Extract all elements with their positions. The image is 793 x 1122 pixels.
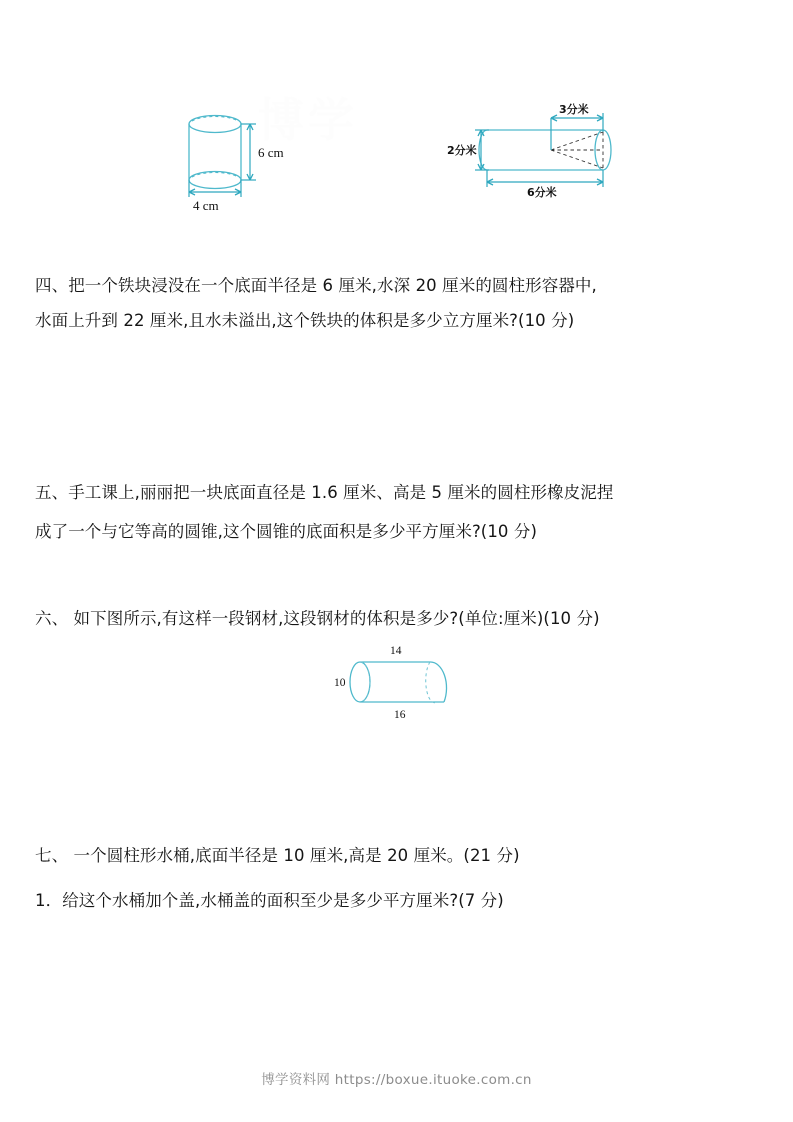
cylinder-diameter-label: 4 cm xyxy=(193,198,219,213)
cylinder-diameter-dm-label: 2分米 xyxy=(447,144,477,157)
slant-cut-cylinder-figure xyxy=(330,640,460,720)
footer-watermark: 博学资料网 https://boxue.ituoke.com.cn xyxy=(261,1072,532,1088)
cylinder-length-label: 6分米 xyxy=(527,186,557,199)
question-4-line-2: 水面上升到 22 厘米,且水未溢出,这个铁块的体积是多少立方厘米?(10 分) xyxy=(35,311,575,330)
cylinder-height-label: 6 cm xyxy=(258,145,284,160)
question-6-line-1: 六、 如下图所示,有这样一段钢材,这段钢材的体积是多少?(单位:厘米)(10 分) xyxy=(35,609,600,628)
question-4-line-1: 四、把一个铁块浸没在一个底面半径是 6 厘米,水深 20 厘米的圆柱形容器中, xyxy=(35,276,597,295)
steel-top-label: 14 xyxy=(390,645,402,657)
steel-bottom-label: 16 xyxy=(394,709,406,721)
question-5-line-2: 成了一个与它等高的圆锥,这个圆锥的底面积是多少平方厘米?(10 分) xyxy=(35,522,538,541)
background-watermark: 博学 xyxy=(258,93,358,147)
question-7-line-1: 七、 一个圆柱形水桶,底面半径是 10 厘米,高是 20 厘米。(21 分) xyxy=(35,846,520,865)
cone-height-label: 3分米 xyxy=(559,103,589,116)
steel-left-label: 10 xyxy=(334,677,346,689)
cylinder-with-cone-figure xyxy=(447,103,630,199)
question-5-line-1: 五、手工课上,丽丽把一块底面直径是 1.6 厘米、高是 5 厘米的圆柱形橡皮泥捏 xyxy=(35,483,614,502)
question-7-item-1: 1．给这个水桶加个盖,水桶盖的面积至少是多少平方厘米?(7 分) xyxy=(35,891,504,910)
cylinder-figure xyxy=(170,100,284,215)
